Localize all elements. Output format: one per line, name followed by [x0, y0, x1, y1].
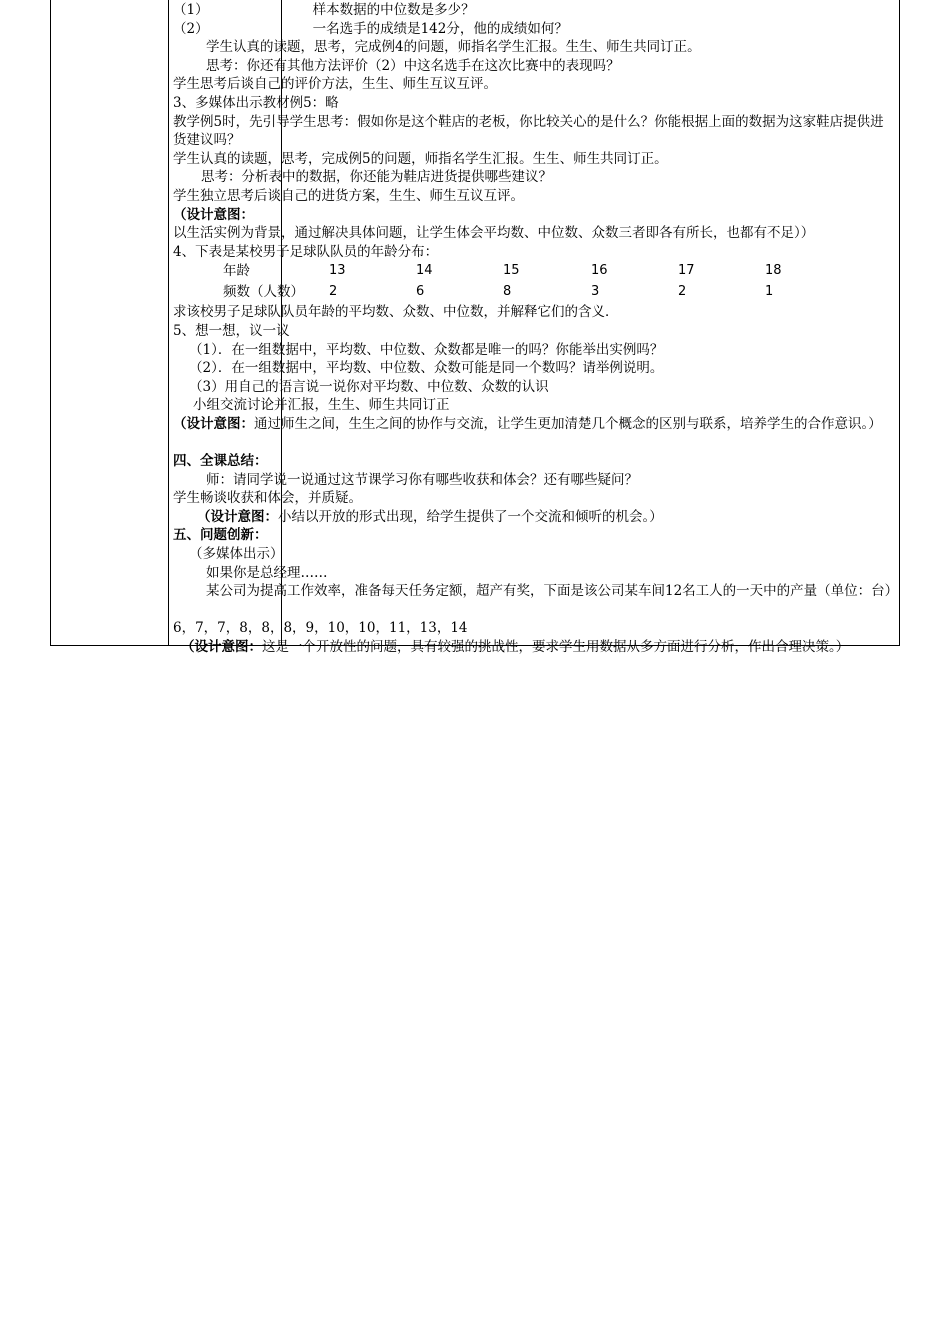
paragraph-evaluate: 学生思考后谈自己的评价方法，生生、师生互议互评。 — [173, 76, 497, 93]
design-intent-1: （设计意图：以生活实例为背景，通过解决具体问题，让学生体会平均数、中位数、众数三者即各有所长，也都有不足）） — [173, 206, 815, 242]
paragraph-student-answer-4: 学生认真的读题，思考，完成例4的问题，师指名学生汇报。生生、师生共同订正。 — [206, 39, 701, 56]
paragraph-teach-example-5: 教学例5时，先引导学生思考：假如你是这个鞋店的老板，你比较关心的是什么？你能根据上面的数据为这家鞋店提供进货建议吗？ — [173, 113, 884, 149]
discuss-item-3: （3）用自己的语言说一说你对平均数、中位数、众数的认识 — [189, 378, 549, 395]
design-intent-3: （设计意图：小结以开放的形式出现，给学生提供了一个交流和倾听的机会。） — [197, 508, 663, 525]
paragraph-company-problem: 某公司为提高工作效率，准备每天任务定额，超产有奖，下面是该公司某车间12名工人的一天中的产量（单位：台） — [206, 583, 899, 600]
paragraph-age-question: 求该校男子足球队队员年龄的平均数、众数、中位数，并解释它们的含义． — [173, 304, 619, 321]
paragraph-production-data: 6，7，7，8，8，8，9，10，10，11，13，14 — [173, 620, 468, 637]
section-heading-summary: 四、全课总结： — [173, 453, 268, 470]
paragraph-teacher-summary: 师：请同学说一说通过这节课学习你有哪些收获和体会？还有哪些疑问？ — [206, 471, 638, 488]
table-column-stage — [51, 0, 169, 645]
paragraph-think-1: 思考：你还有其他方法评价（2）中这名选手在这次比赛中的表现吗？ — [206, 57, 620, 74]
paragraph-group-discussion: 小组交流讨论并汇报，生生、师生共同订正 — [193, 397, 450, 414]
frequency-row-label: 频数（人数） — [223, 284, 304, 301]
age-table-row-age: 年龄 13 14 15 16 17 18 — [223, 263, 782, 280]
design-intent-2: （设计意图：通过师生之间，生生之间的协作与交流，让学生更加清楚几个概念的区别与联系，培养学生的合作意识。） — [173, 415, 882, 432]
question-2: （2） 一名选手的成绩是142分，他的成绩如何？ — [173, 20, 568, 37]
section-heading-innovation: 五、问题创新： — [173, 527, 268, 544]
paragraph-example-5: 3、多媒体出示教材例5：略 — [173, 94, 339, 111]
lesson-content — [173, 1, 899, 675]
discuss-item-1: （1）．在一组数据中，平均数、中位数、众数都是唯一的吗？你能举出实例吗？ — [189, 341, 664, 358]
paragraph-if-manager: 如果你是总经理…… — [206, 564, 328, 581]
paragraph-multimedia: （多媒体出示） — [189, 546, 284, 563]
question-1: （1） 样本数据的中位数是多少？ — [173, 2, 475, 18]
age-table-row-frequency: 频数（人数） 2 6 8 3 2 1 — [223, 284, 774, 301]
paragraph-think-2: 思考：分析表中的数据，你还能为鞋店进货提供哪些建议？ — [201, 169, 552, 186]
design-intent-4: （设计意图：这是一个开放性的问题，具有较强的挑战性，要求学生用数据从多方面进行分析，作出合理决策。） — [181, 639, 850, 655]
paragraph-student-answer-5: 学生认真的读题，思考，完成例5的问题，师指名学生汇报。生生、师生共同订正。 — [173, 150, 668, 167]
paragraph-think-discuss: 5、想一想，议一议 — [173, 322, 290, 339]
paragraph-age-table-intro: 4、下表是某校男子足球队队员的年龄分布： — [173, 243, 439, 260]
age-row-label: 年龄 — [223, 263, 250, 280]
paragraph-student-summary: 学生畅谈收获和体会，并质疑。 — [173, 490, 362, 507]
discuss-item-2: （2）．在一组数据中，平均数、中位数、众数可能是同一个数吗？请举例说明。 — [189, 360, 664, 377]
paragraph-stock-plan: 学生独立思考后谈自己的进货方案，生生、师生互议互评。 — [173, 187, 524, 204]
